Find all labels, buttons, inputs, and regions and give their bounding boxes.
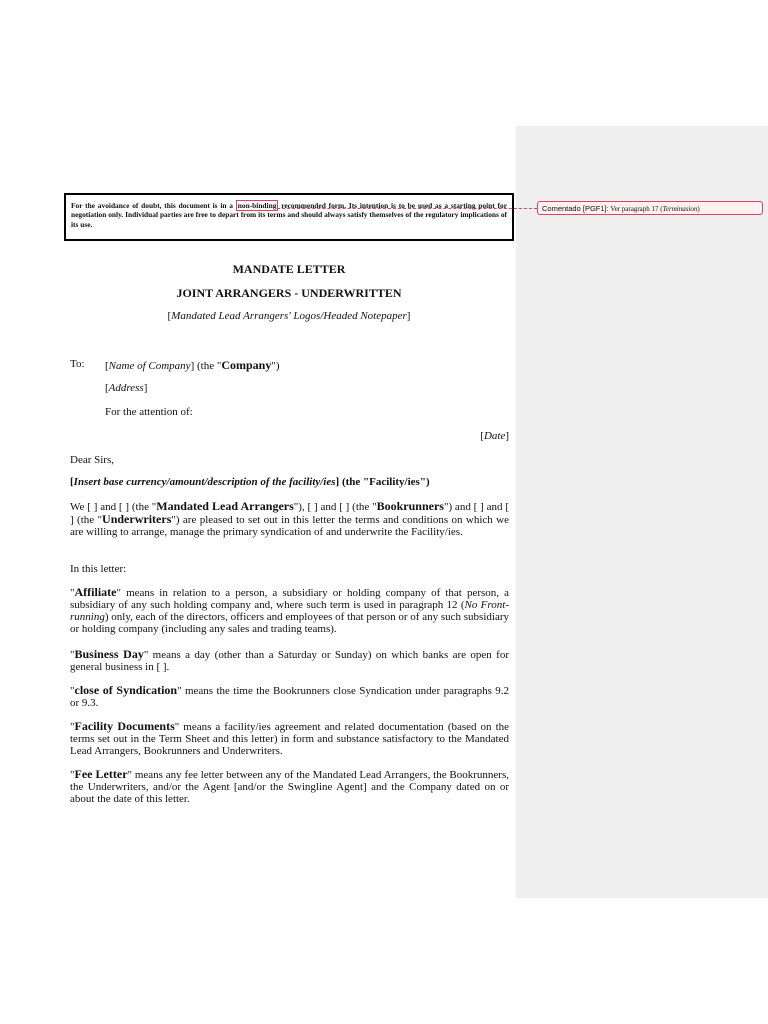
definition-business-day: "Business Day" means a day (other than a Saturday or Sunday) on which banks are open for general business in [ ]. — [70, 647, 509, 673]
comment-pane — [516, 126, 768, 898]
attention-line: For the attention of: — [105, 406, 193, 418]
definition-fee-letter: "Fee Letter" means any fee letter between any of the Mandated Lead Arrangers, the Bookrunners, the Underwriters, and/or the Agent [and/or the Swingline Agent] and the Company dated on or about the date of this letter. — [70, 767, 510, 805]
intro-paragraph: We [ ] and [ ] (the "Mandated Lead Arrangers"), [ ] and [ ] (the "Bookrunners") and [ ] and [ ] (the "Underwriters") are pleased to set out in this letter the terms and conditions on which we are willing to arrange, manage the primary syndication of and underwrite the Facility/ies. — [70, 499, 509, 538]
document-subtitle: JOINT ARRANGERS - UNDERWRITTEN — [176, 286, 402, 300]
comment-text: Ver paragraph 17 (Terminasion) — [610, 205, 700, 213]
to-label: To: — [70, 358, 85, 370]
comment-bubble[interactable] — [537, 201, 763, 215]
definition-close-of-syndication: "close of Syndication" means the time the Bookrunners close Syndication under paragraphs 9.2 or 9.3. — [70, 683, 509, 709]
document-title: MANDATE LETTER — [232, 262, 346, 276]
in-this-letter: In this letter: — [70, 563, 127, 575]
salutation: Dear Sirs, — [70, 454, 114, 466]
definition-facility-documents: "Facility Documents" means a facility/ies agreement and related documentation (based on the terms set out in the Term Sheet and this letter) in form and substance satisfactory to the Mandated Lead Arrangers, Bookrunners and Underwriters. — [70, 719, 510, 757]
disclaimer-box: For the avoidance of doubt, this document is in a non-binding recommended form. Its intention is to be used as a starting point for negotiation only. Individual parties are free to depart from its terms and should always satisfy themselves of the regulatory implications of its use. — [64, 193, 514, 241]
commented-text[interactable]: non-binding — [237, 201, 277, 210]
comment-label: Comentado [PGF1]: — [542, 204, 609, 213]
logo-placeholder: [Mandated Lead Arrangers' Logos/Headed Notepaper] — [167, 310, 411, 322]
company-line: [Name of Company] (the "Company") — [105, 358, 280, 372]
definition-affiliate: "Affiliate" means in relation to a person, a subsidiary or holding company of that person, a subsidiary of any such holding company and, where such term is used in paragraph 12 (No Front-running) only, each of the directors, officers and employees of that person or of any such subsidiary or holding company (including any sales and trading teams). — [70, 585, 509, 635]
date-line: [Date] — [480, 430, 509, 442]
address-line: [Address] — [105, 382, 148, 394]
facility-line: [Insert base currency/amount/description of the facility/ies] (the "Facility/ies") — [70, 476, 430, 488]
